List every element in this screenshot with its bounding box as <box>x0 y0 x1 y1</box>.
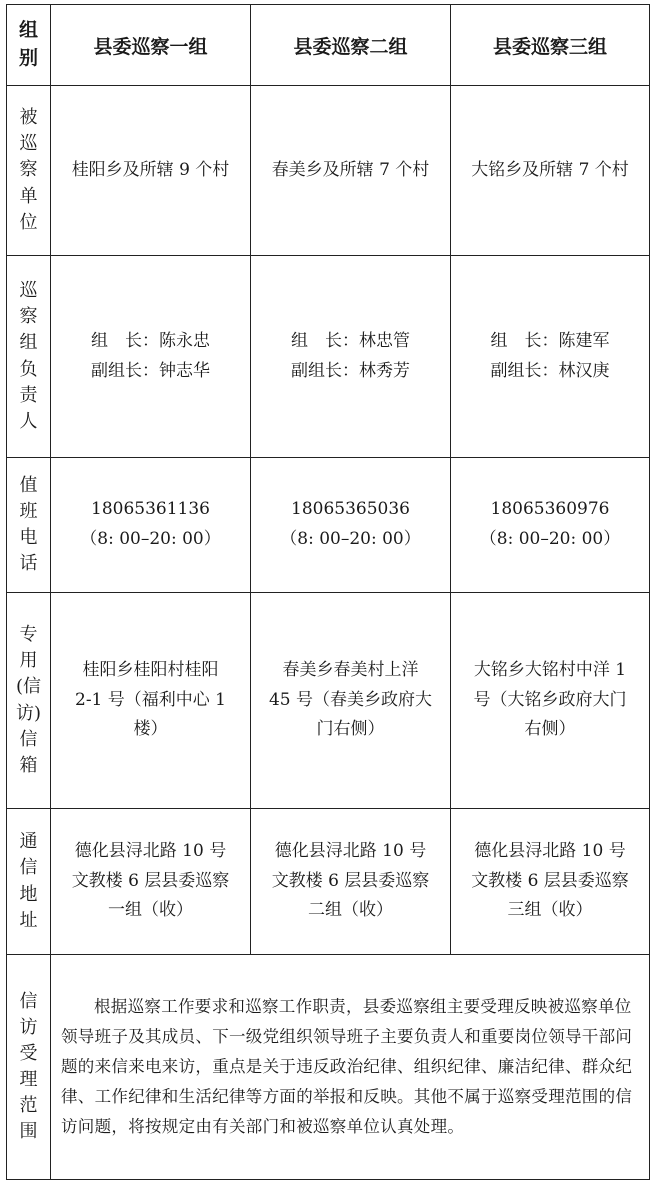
label-char: 责 <box>19 384 38 406</box>
address-cell-group-2 <box>251 809 451 955</box>
label-char: 理 <box>19 1069 38 1090</box>
label-char: 巡 <box>19 280 38 302</box>
label-char: 电 <box>19 527 38 548</box>
label-char: 巡 <box>19 133 38 155</box>
group-1-header: 县委巡察一组 <box>51 5 251 86</box>
leaders-row <box>7 256 650 458</box>
phone-number: 18065361136 <box>91 499 210 520</box>
mailbox-cell-group-1 <box>51 593 251 809</box>
mailbox-cell-group-3 <box>451 593 650 809</box>
leaders-cell-group-1 <box>51 256 251 458</box>
label-char: 受 <box>19 1042 38 1064</box>
label-char: 信 <box>19 728 38 750</box>
header-row <box>7 5 650 86</box>
phone-cell-group-2 <box>251 458 451 593</box>
leaders-cell-group-3 <box>451 256 650 458</box>
row-label <box>7 86 51 256</box>
row-label <box>7 256 51 458</box>
leaders-cell-group-2 <box>251 256 451 458</box>
address-row <box>7 809 650 955</box>
cell-line: 组 长：林忠管 <box>291 330 410 351</box>
label-char: (信 <box>15 676 42 698</box>
phone-row <box>7 458 650 593</box>
address-cell-group-3 <box>451 809 650 955</box>
row-label <box>7 458 51 593</box>
label-char: 信 <box>19 857 38 879</box>
label-char: 信 <box>19 990 38 1012</box>
phone-number: 18065360976 <box>490 499 610 520</box>
inspected-units-row <box>7 86 650 256</box>
label-char: 址 <box>19 909 38 931</box>
cell-line: 大铭乡大铭村中洋 1 <box>473 659 627 680</box>
cell-line: 文教楼 6 层县委巡察 <box>471 870 629 891</box>
cell-line: 桂阳乡桂阳村桂阳 <box>82 659 219 680</box>
cell-line: 文教楼 6 层县委巡察 <box>71 870 230 891</box>
cell-line: 一组（收） <box>108 900 193 921</box>
label-char: 访) <box>15 702 42 724</box>
cell-line: 春美乡及所辖 7 个村 <box>271 159 430 180</box>
phone-hours: （8: 00–20: 00） <box>479 529 621 549</box>
group-2-header: 县委巡察二组 <box>251 5 451 86</box>
phone-cell-group-3 <box>451 458 650 593</box>
label-char: 箱 <box>19 754 38 776</box>
row-label <box>7 593 51 809</box>
label-char: 负 <box>19 358 38 380</box>
cell-line: 2-1 号（福利中心 1 <box>75 689 226 710</box>
cell-line: 大铭乡及所辖 7 个村 <box>471 159 629 180</box>
row-label <box>7 955 51 1180</box>
cell-line: 德化县浔北路 10 号 <box>474 840 626 861</box>
cell-line: 45 号（春美乡政府大 <box>268 689 433 710</box>
cell-line: 德化县浔北路 10 号 <box>274 840 427 861</box>
cell-line: 右侧） <box>524 719 576 740</box>
phone-hours: （8: 00–20: 00） <box>280 529 421 549</box>
phone-cell-group-1 <box>51 458 251 593</box>
cell-line: 门右侧） <box>316 719 385 740</box>
cell-line: 组 长：陈永忠 <box>91 330 210 351</box>
cell-line: 组 长：陈建军 <box>490 330 610 351</box>
cell-line: 桂阳乡及所辖 9 个村 <box>71 159 230 180</box>
cell-line: 副组长：钟志华 <box>91 360 210 381</box>
mailbox-cell-group-2 <box>251 593 451 809</box>
label-char: 通 <box>19 831 38 853</box>
cell-line: 副组长：林秀芳 <box>291 360 410 381</box>
label-char: 值 <box>19 474 38 496</box>
label-char: 单 <box>19 185 38 207</box>
label-char: 被 <box>19 107 38 129</box>
label-char: 围 <box>19 1121 38 1143</box>
group-3-header: 县委巡察三组 <box>451 5 650 86</box>
inspection-info-table <box>6 4 650 1180</box>
label-char: 范 <box>19 1095 38 1117</box>
scope-row <box>7 955 650 1180</box>
label-char: 用 <box>19 650 38 672</box>
cell-line: 三组（收） <box>507 900 593 921</box>
scope-text: 根据巡察工作要求和巡察工作职责，县委巡察组主要受理反映被巡察单位领导班子及其成员、下一级党组织领导班子主要负责人和重要岗位领导干部问题的来信来电来访，重点是关于违反政治纪律、组织纪律、廉洁纪律、群众纪律、工作纪律和生活纪律等方面的举报和反映。其他不属于巡察受理范围的信访问题，将按规定由有关部门和被巡察单位认真处理。 <box>51 955 650 1180</box>
row-label <box>7 809 51 955</box>
cell-line: 二组（收） <box>308 900 393 921</box>
label-char: 访 <box>19 1016 38 1038</box>
label-char: 组 <box>19 332 38 354</box>
label-char: 人 <box>19 410 38 432</box>
unit-cell-group-2 <box>251 86 451 256</box>
phone-number: 18065365036 <box>291 499 410 520</box>
cell-line: 文教楼 6 层县委巡察 <box>271 870 430 891</box>
cell-line: 楼） <box>133 719 168 740</box>
label-char: 察 <box>19 159 38 181</box>
label-char: 班 <box>19 500 38 522</box>
cell-line: 春美乡春美村上洋 <box>282 659 419 680</box>
phone-hours: （8: 00–20: 00） <box>80 529 221 549</box>
cell-line: 号（大铭乡政府大门 <box>473 689 627 710</box>
label-char: 别 <box>18 47 38 69</box>
label-char: 组 <box>18 19 38 42</box>
label-char: 话 <box>19 553 38 575</box>
label-char: 察 <box>19 306 38 328</box>
cell-line: 副组长：林汉庚 <box>490 360 610 381</box>
label-char: 位 <box>19 211 38 233</box>
label-char: 地 <box>19 883 38 905</box>
cell-line: 德化县浔北路 10 号 <box>74 840 227 861</box>
mailbox-row <box>7 593 650 809</box>
address-cell-group-1 <box>51 809 251 955</box>
unit-cell-group-1 <box>51 86 251 256</box>
header-label <box>7 5 51 86</box>
unit-cell-group-3 <box>451 86 650 256</box>
label-char: 专 <box>19 624 38 646</box>
